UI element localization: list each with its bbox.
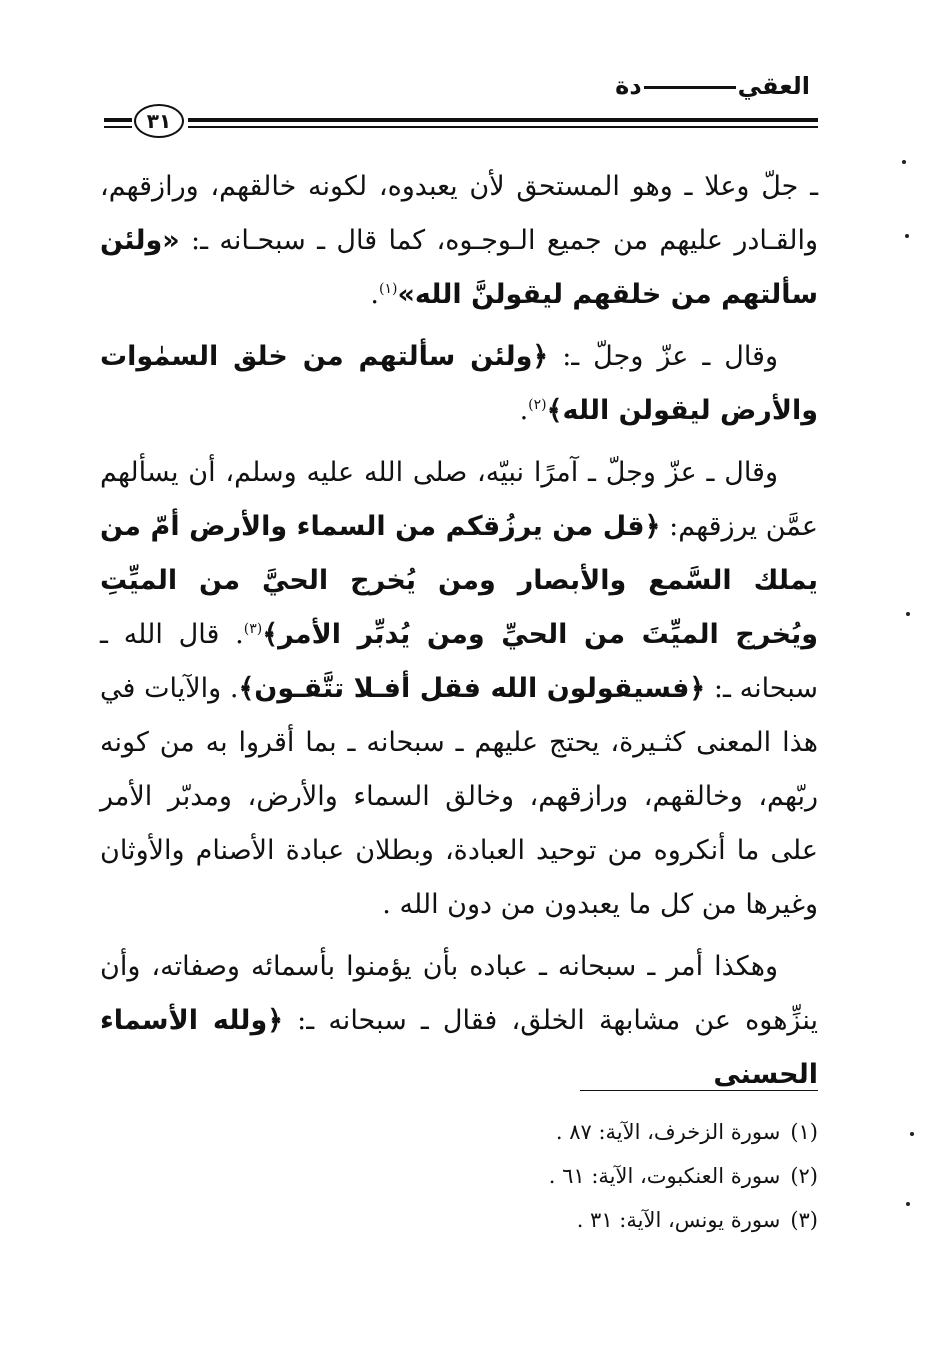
paragraph-3 <box>100 446 818 932</box>
quran-quote: ﴿فسيقولون الله فقل أفـلا تتَّقـون﴾ <box>238 673 706 704</box>
footnote-text: سورة يونس، الآية: ٣١ . <box>576 1208 781 1232</box>
running-title-start: العقي <box>737 72 810 100</box>
title-stretch-line <box>644 86 736 89</box>
footnotes <box>300 1110 818 1242</box>
footnote-item <box>300 1110 818 1154</box>
paragraph-4 <box>100 940 818 1102</box>
running-title-end: دة <box>615 72 642 100</box>
quran-quote: «ولئن سألتهم من خلقهم ليقولنَّ الله» <box>100 225 818 310</box>
text: ـ جلّ وعلا ـ وهو المستحق لأن يعبدوه، لكونه خالقهم، ورازقهم، والقـادر عليهم من جميع الـوجـوه، كما قال ـ سبحـانه ـ: <box>100 171 818 256</box>
header-rule-thin <box>188 126 818 128</box>
footnote-item <box>300 1154 818 1198</box>
scan-dot <box>906 612 910 616</box>
text: . <box>519 395 529 426</box>
header-rule-thick <box>188 118 818 122</box>
footnote-marker[interactable]: (٢) <box>528 397 547 413</box>
footnote-item <box>300 1198 818 1242</box>
text: . قال الله ـ سبحانه ـ: <box>100 619 819 704</box>
paragraph-2 <box>100 330 818 438</box>
footnote-separator <box>580 1090 818 1091</box>
scan-dot <box>910 1132 914 1136</box>
footnote-number: (١) <box>790 1120 818 1144</box>
quran-quote: ﴿ولئن سألتهم من خلق السمٰوات والأرض ليقولن الله﴾ <box>100 341 818 426</box>
scan-dot <box>906 1202 910 1206</box>
scan-dot <box>902 160 906 164</box>
footnote-marker[interactable]: (١) <box>378 281 398 297</box>
text: وقال ـ عزّ وجلّ ـ: <box>548 341 779 372</box>
text: وقال ـ عزّ وجلّ ـ آمرًا نبيّه، صلى الله عليه وسلم، أن يسألهم عمَّن يرزقهم: <box>100 457 818 542</box>
scan-dot <box>905 234 909 238</box>
footnote-text: سورة الزخرف، الآية: ٨٧ . <box>555 1120 781 1144</box>
footnote-text: سورة العنكبوت، الآية: ٦١ . <box>548 1164 781 1188</box>
text: وهكذا أمر ـ سبحانه ـ عباده بأن يؤمنوا بأسمائه وصفاته، وأن ينزِّهوه عن مشابهة الخلق، فقال ـ سبحانه ـ: <box>100 951 818 1036</box>
body-text <box>100 160 818 1110</box>
header-rule-left-thick <box>104 118 132 122</box>
footnote-number: (٣) <box>790 1208 818 1232</box>
paragraph-1 <box>100 160 818 322</box>
text: . والآيات في هذا المعنى كثـيرة، يحتج عليهم ـ سبحانه ـ بما أقروا به من كونه ربّهم، وخالقهم، ورازقهم، وخالق السماء والأرض، ومدبّر الأمر على ما أنكروه من توحيد العبادة، وبطلان عبادة الأصنام والأوثان وغيرها من كل ما يعبدون من دون الله . <box>100 673 818 920</box>
footnote-number: (٢) <box>790 1164 818 1188</box>
quran-quote: ﴿قل من يرزُقكم من السماء والأرض أمّ من يملك السَّمع والأبصار ومن يُخرج الحيَّ من الميِّتِ ويُخرج الميِّتَ من الحيِّ ومن يُدبِّر الأمر﴾ <box>100 511 818 650</box>
quran-quote: ﴿ولله الأسماء الحسنى <box>100 1005 818 1090</box>
footnote-marker[interactable]: (٣) <box>243 621 263 637</box>
text: . <box>370 279 379 310</box>
header-rule-left-thin <box>104 126 132 128</box>
running-title <box>615 72 810 100</box>
page-number: ٣١ <box>134 104 184 138</box>
